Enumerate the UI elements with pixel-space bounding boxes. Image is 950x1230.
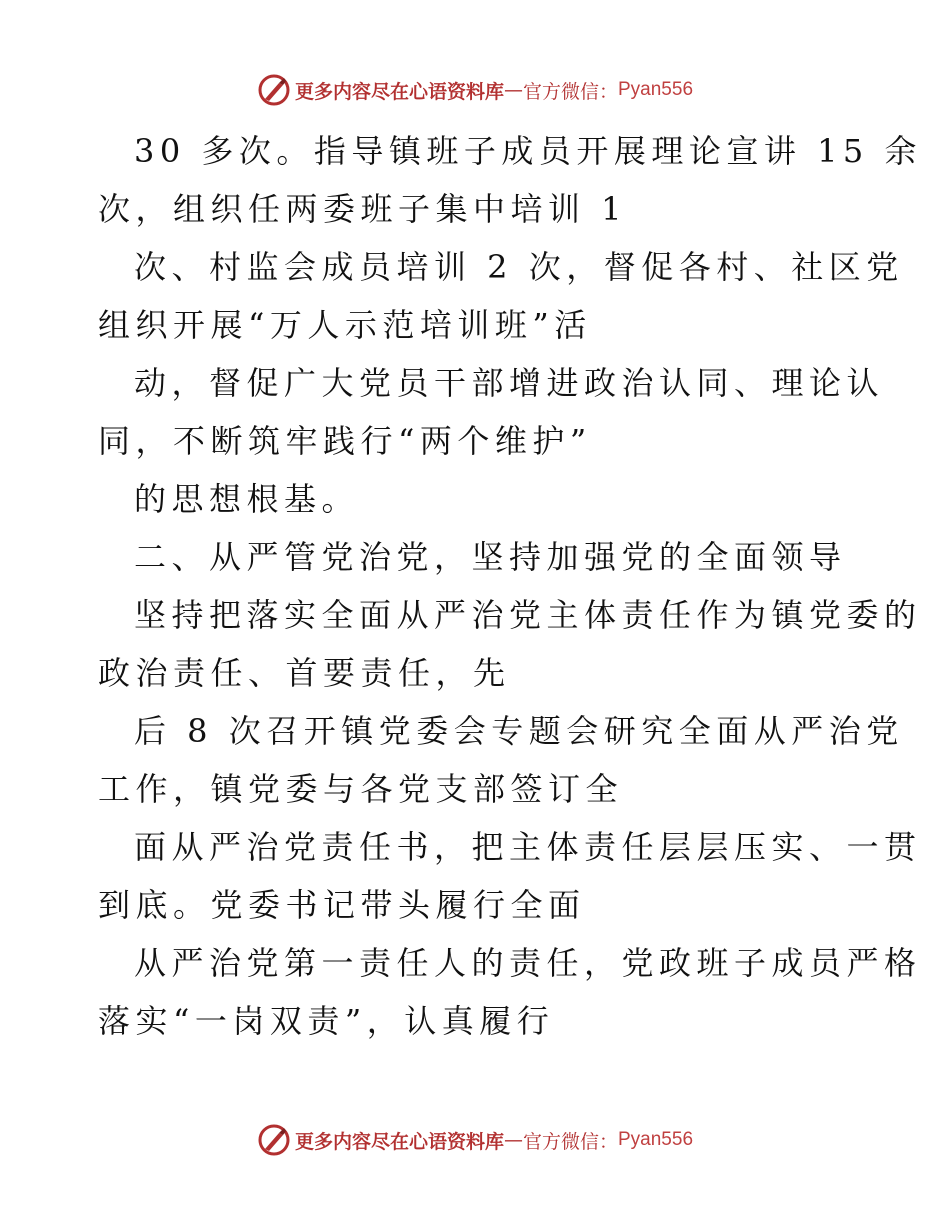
body-line: 到底。党委书记带头履行全面 <box>98 886 586 924</box>
watermark-wechat-id: Pyan556 <box>618 79 694 100</box>
watermark-wechat-id: Pyan556 <box>618 1129 694 1150</box>
body-line: 落实“一岗双责”，认真履行 <box>98 1002 555 1040</box>
pen-circle-logo-icon <box>257 1123 291 1157</box>
body-line: 同，不断筑牢践行“两个维护” <box>98 422 592 460</box>
body-line: 工作，镇党委与各党支部签订全 <box>98 770 624 808</box>
body-line: 的思想根基。 <box>134 480 360 518</box>
watermark-wechat-label: 官方微信： <box>522 80 618 103</box>
header-watermark <box>0 70 950 110</box>
body-line: 次、村监会成员培训 2 次，督促各村、社区党 <box>134 248 904 286</box>
footer-watermark <box>0 1120 950 1160</box>
body-line: 动，督促广大党员干部增进政治认同、理论认 <box>134 364 885 402</box>
body-line: 从严治党第一责任人的责任，党政班子成员严格 <box>134 944 922 982</box>
watermark-dash: — <box>503 1129 523 1151</box>
watermark-brand: 更多内容尽在心语资料库 <box>294 1130 504 1153</box>
body-line: 后 8 次召开镇党委会专题会研究全面从严治党 <box>134 712 904 750</box>
body-line: 次，组织任两委班子集中培训 1 <box>98 190 628 228</box>
watermark-dash: — <box>503 79 523 101</box>
body-line: 面从严治党责任书，把主体责任层层压实、一贯 <box>134 828 922 866</box>
section-heading: 二、从严管党治党，坚持加强党的全面领导 <box>134 538 847 576</box>
body-line: 30 多次。指导镇班子成员开展理论宣讲 15 余 <box>134 132 922 170</box>
body-line: 坚持把落实全面从严治党主体责任作为镇党委的 <box>134 596 922 634</box>
pen-circle-logo-icon <box>257 73 291 107</box>
watermark-wechat-label: 官方微信： <box>522 1130 618 1153</box>
body-line: 政治责任、首要责任，先 <box>98 654 511 692</box>
body-line: 组织开展“万人示范培训班”活 <box>98 306 592 344</box>
watermark-brand: 更多内容尽在心语资料库 <box>294 80 504 103</box>
